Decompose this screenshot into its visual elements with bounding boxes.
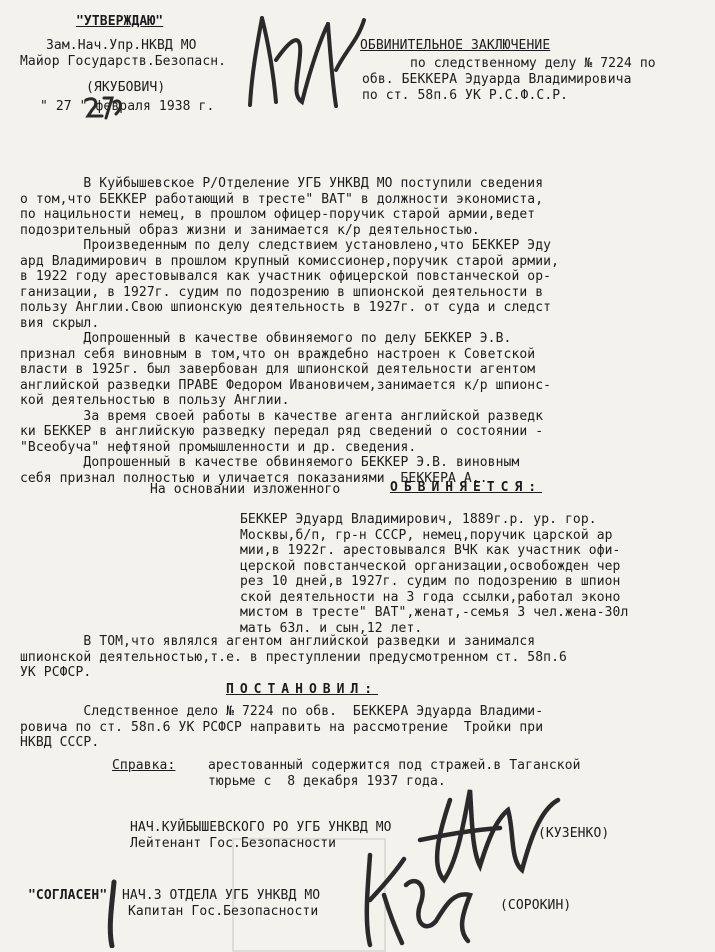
body-line: вия скрыл. [20, 315, 100, 331]
body-line: власти в 1925г. был завербован для шпионской деятельности агентом [20, 362, 536, 377]
charge-tail-line: УК РСФСР. [20, 665, 92, 680]
body-line: За время своей работы в качестве агента английской разведк [20, 408, 544, 424]
agreed-mark: "СОГЛАСЕН" [28, 888, 108, 903]
body-line: Допрошенный в качестве обвиняемого по делу БЕККЕР Э.В. [20, 331, 512, 346]
approval-position: Зам.Нач.Упр.НКВД МО [46, 38, 197, 53]
resolution-line: Следственное дело № 7224 по обв. БЕККЕРА Эдуарда Владими- [20, 704, 544, 719]
body-line: ард Владимирович в прошлом крупный комиссионер,поручик старой армии, [20, 253, 560, 269]
approval-rank: Майор Государств.Безопасн. [20, 54, 227, 69]
resolution-line: НКВД СССР. [20, 735, 100, 750]
body-line: Произведенным по делу следствием установлено,что БЕККЕР Эду [20, 238, 552, 253]
body-line: кой деятельностью в пользу Англии. [20, 393, 290, 408]
accused-line: обв. БЕККЕРА Эдуарда Владимировича [362, 72, 632, 87]
body-line: о том,что БЕККЕР работающий в тресте" ВАТ" в должности экономиста, [20, 191, 544, 207]
approval-title: "УТВЕРЖДАЮ" [76, 14, 164, 29]
body-line: английской разведки ПРАВЕ Федором Ивановичем,занимается к/р шпионс- [20, 377, 552, 393]
body-line: подозрительный образ жизни и занимается к/р деятельностью. [20, 222, 480, 238]
charge-line: рез 10 дней,в 1927г. судим по подозрению в шпион [240, 574, 621, 589]
charge-word: ОБВИНЯЕТСЯ: [390, 480, 543, 495]
charge-line: БЕККЕР Эдуард Владимирович, 1889г.р. ур. гор. [240, 512, 597, 527]
chief-position: НАЧ.КУЙБЫШЕВСКОГО РО УГБ УНКВД МО [130, 820, 392, 835]
agreed-mark-stroke [98, 878, 130, 948]
charge-line: церской повстанческой организации,освобожден чер [240, 558, 621, 574]
note-line-2: тюрьме с 8 декабря 1937 года. [208, 774, 446, 789]
charge-tail-line: шпионской деятельностью,т.е. в преступлении предусмотренном ст. 58п.6 [20, 649, 567, 665]
chief-rank: Лейтенант Гос.Безопасности [130, 836, 337, 851]
dept-signature [350, 845, 480, 950]
body-line: "Всеобуча" нефтяной промышленности и др. сведения. [20, 439, 417, 455]
chief-name: (КУЗЕНКО) [538, 826, 610, 841]
body-line: Допрошенный в качестве обвиняемого БЕККЕР Э.В. виновным [20, 455, 520, 470]
date-handwriting [16, 94, 126, 122]
body-line: ганизации, в 1927г. судим по подозрению в шпионской деятельности в [20, 284, 544, 300]
body-line: себя признал полностью и уличается показаниями БЕККЕРА А.. [20, 470, 488, 486]
approval-date: " 27 " февраля 1938 г. [40, 99, 215, 114]
body-line: в 1922 году арестовывался как участник офицерской повстанческой ор- [20, 269, 552, 284]
note-line-1: арестованный содержится под стражей.в Таганской [208, 758, 581, 773]
charge-line: ской деятельности на 3 года ссылки,работал эконо [240, 589, 621, 605]
charge-line: мистом в тресте" ВАТ",женат,-семья 3 чел.жена-30л [240, 605, 629, 620]
charge-line: мать 63л. и сын,12 лет. [240, 620, 423, 636]
dept-rank: Капитан Гос.Безопасности [128, 904, 319, 919]
article-line: по ст. 58п.6 УК Р.С.Ф.С.Р. [362, 88, 569, 103]
charge-tail-line: В ТОМ,что являлся агентом английской разведки и занимался [20, 634, 536, 649]
case-line: по следственному делу № 7224 по [410, 56, 656, 71]
charge-line: мии,в 1922г. арестовывался ВЧК как участник офи- [240, 543, 621, 558]
charge-lead: На основании изложенного [150, 482, 341, 497]
resolution-title: ПОСТАНОВИЛ: [226, 682, 379, 697]
document-title: ОБВИНИТЕЛЬНОЕ ЗАКЛЮЧЕНИЕ [360, 38, 551, 53]
dept-name: (СОРОКИН) [500, 898, 572, 913]
dept-position: НАЧ.3 ОТДЕЛА УГБ УНКВД МО [122, 888, 321, 903]
body-line: признал себя виновным в том,что он враждебно настроен к Советской [20, 346, 536, 362]
resolution-line: ровича по ст. 58п.6 УК РСФСР направить на рассмотрение Тройки при [20, 719, 544, 735]
body-line: пользу Англии.Свою шпионскую деятельность в 1927г. от суда и следст [20, 300, 552, 315]
body-line: по нацильности немец, в прошлом офицер-поручик старой армии,ведет [20, 207, 536, 222]
body-line: ки БЕККЕР в английскую разведку передал ряд сведений о состоянии - [20, 424, 544, 439]
approval-name: (ЯКУБОВИЧ) [86, 80, 166, 95]
body-line: В Куйбышевское Р/Отделение УГБ УНКВД МО поступили сведения [20, 176, 544, 191]
approval-signature [240, 10, 370, 120]
note-label: Справка: [112, 758, 176, 773]
charge-line: Москвы,б/п, гр-н СССР, немец,поручик царской ар [240, 527, 613, 543]
